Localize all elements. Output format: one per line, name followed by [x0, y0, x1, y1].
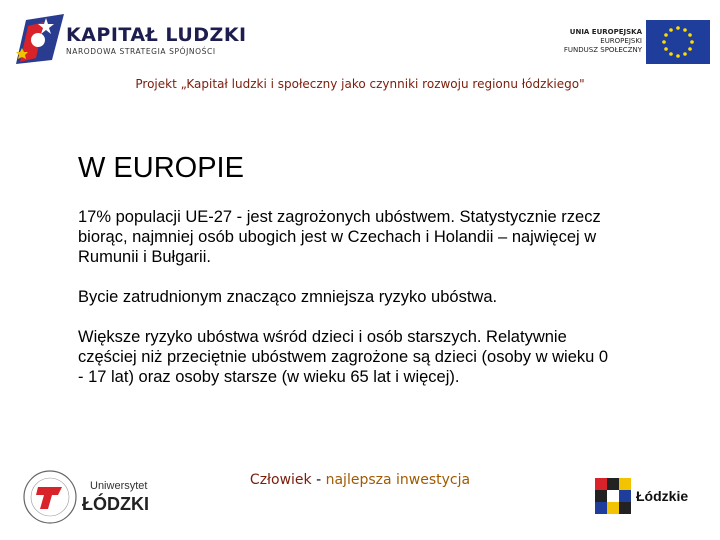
tagline-part: najlepsza inwestycja: [325, 472, 471, 488]
lodzkie-logo-icon: [595, 478, 631, 514]
eu-flag-icon: [646, 20, 710, 64]
project-title-line: Projekt „Kapitał ludzki i społeczny jako czynniki rozwoju regionu łódzkiego": [135, 77, 585, 91]
tagline-part: Człowiek: [249, 472, 312, 488]
eu-label-line: UNIA EUROPEJSKA: [569, 28, 642, 36]
university-name: ŁÓDZKI: [82, 494, 149, 514]
university-label: Uniwersytet: [90, 480, 148, 492]
body-paragraph: Bycie zatrudnionym znacząco zmniejsza ryzyko ubóstwa.: [78, 288, 498, 306]
region-name: Łódzkie: [636, 488, 689, 504]
eu-label: [520, 28, 642, 55]
body-paragraph: 17% populacji UE-27 - jest zagrożonych ubóstwem. Statystycznie rzecz biorąc, najmniej osób ubogich jest w Czechach i Holandii – najwięcej w Rumunii i Bułgarii.: [78, 208, 601, 266]
slide-title: W EUROPIE: [78, 152, 244, 184]
eu-label-line: EUROPEJSKI: [600, 37, 642, 45]
kapital-ludzki-subtitle: NARODOWA STRATEGIA SPÓJNOŚCI: [66, 47, 216, 56]
tagline-separator: -: [311, 472, 326, 488]
body-paragraph: Większe ryzyko ubóstwa wśród dzieci i osób starszych. Relatywnie częściej niż przeciętnie ubóstwem zagrożone są dzieci (osoby w wieku 0 - 17 lat) oraz osoby starsze (w wieku 65 lat i więcej).: [78, 328, 609, 386]
kapital-ludzki-title: KAPITAŁ LUDZKI: [66, 24, 247, 46]
slide-body: [78, 207, 618, 407]
eu-label-line: FUNDUSZ SPOŁECZNY: [563, 46, 642, 54]
